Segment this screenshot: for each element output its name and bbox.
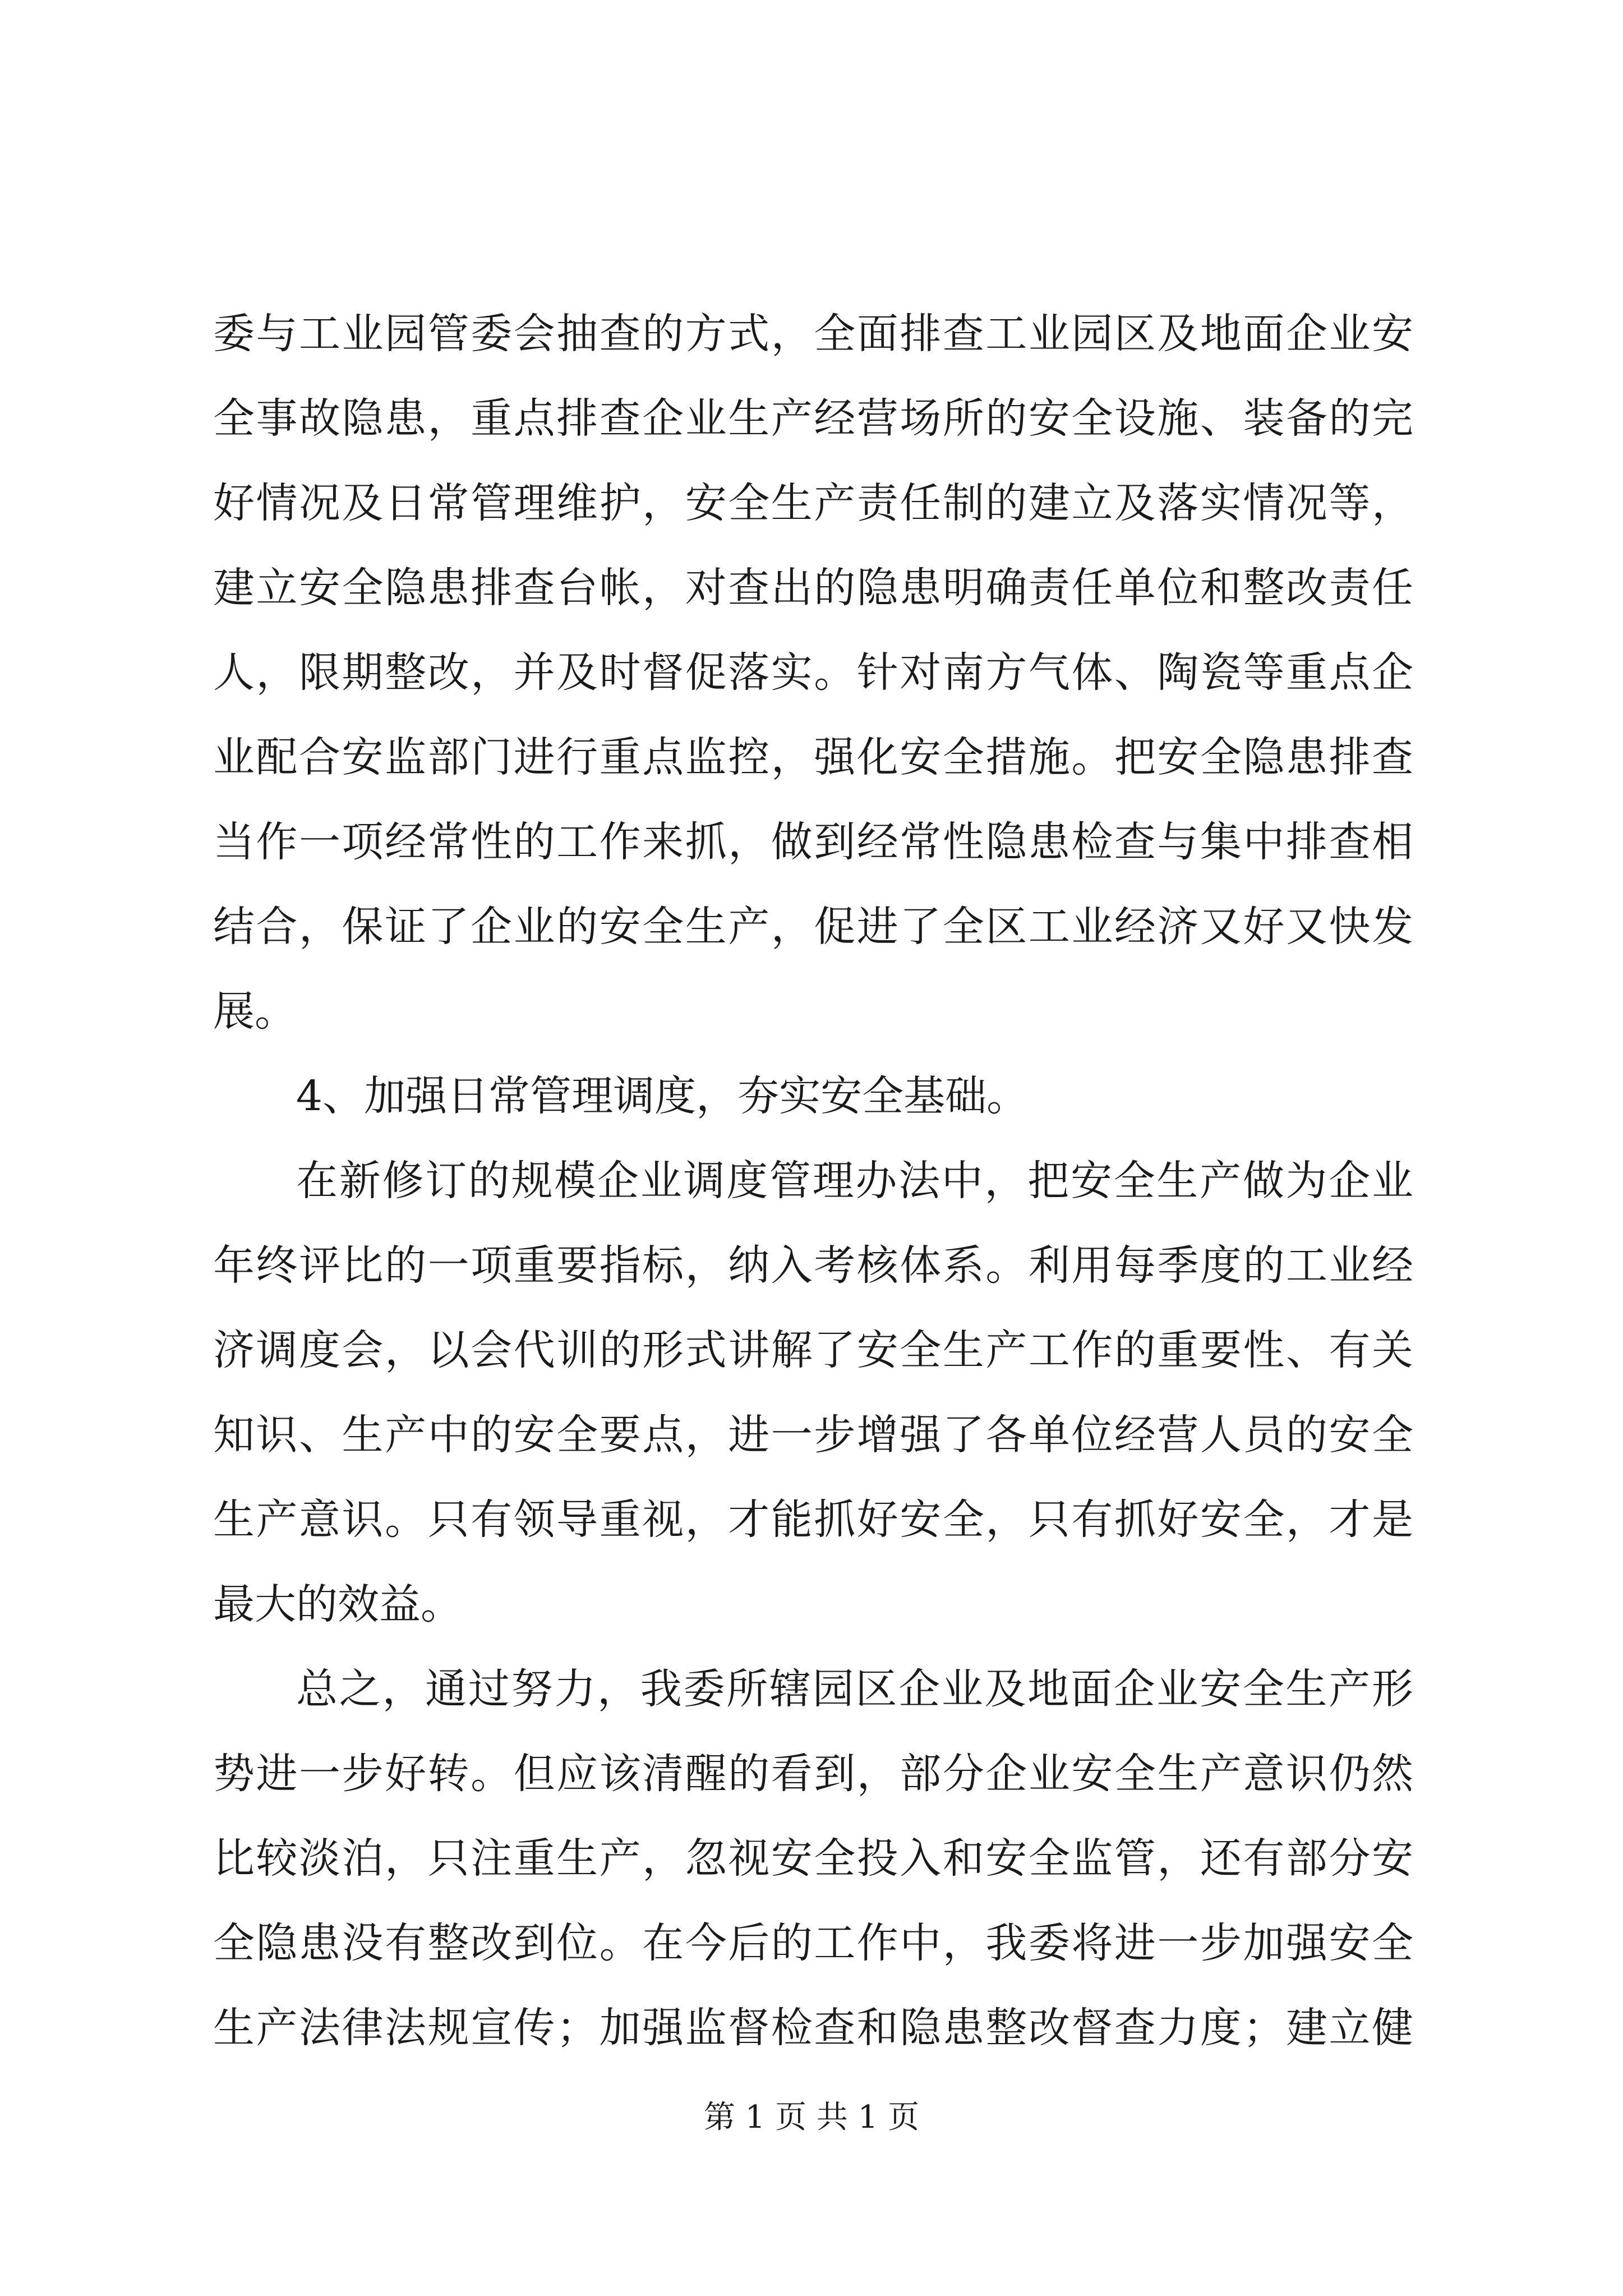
page-number-indicator: 第 1 页 共 1 页 [703,2099,920,2136]
paragraph-daily-management [213,1139,1413,1647]
section-heading-4 [213,1054,1413,1139]
paragraph-line: 全隐患没有整改到位。在今后的工作中，我委将进一步加强安全 [213,1919,1413,1967]
paragraph-line: 在新修订的规模企业调度管理办法中，把安全生产做为企业 [296,1157,1413,1205]
paragraph-line: 业配合安监部门进行重点监控，强化安全措施。把安全隐患排查 [213,733,1413,781]
paragraph-line: 生产法律法规宣传；加强监督检查和隐患整改督查力度；建立健 [213,2004,1413,2052]
document-body [213,292,1413,2070]
paragraph-line: 最大的效益。 [213,1580,462,1628]
paragraph-line: 年终评比的一项重要指标，纳入考核体系。利用每季度的工业经 [213,1241,1413,1290]
paragraph-line: 当作一项经常性的工作来抓，做到经常性隐患检查与集中排查相 [213,818,1413,866]
paragraph-line: 济调度会，以会代训的形式讲解了安全生产工作的重要性、有关 [213,1326,1413,1374]
paragraph-line: 委与工业园管委会抽查的方式，全面排查工业园区及地面企业安 [213,310,1413,358]
paragraph-line: 建立安全隐患排查台帐，对查出的隐患明确责任单位和整改责任 [213,564,1413,612]
paragraph-line: 展。 [213,987,296,1036]
paragraph-line: 知识、生产中的安全要点，进一步增强了各单位经营人员的安全 [213,1411,1413,1459]
page-footer [0,2095,1623,2140]
paragraph-line: 好情况及日常管理维护，安全生产责任制的建立及落实情况等， [213,479,1413,527]
paragraph-summary [213,1647,1413,2070]
paragraph-line: 比较淡泊，只注重生产，忽视安全投入和安全监管，还有部分安 [213,1834,1413,1883]
paragraph-line: 人，限期整改，并及时督促落实。针对南方气体、陶瓷等重点企 [213,648,1413,697]
paragraph-line: 生产意识。只有领导重视，才能抓好安全，只有抓好安全，才是 [213,1496,1413,1544]
paragraph-line: 全事故隐患，重点排查企业生产经营场所的安全设施、装备的完 [213,394,1413,443]
paragraph-line: 势进一步好转。但应该清醒的看到，部分企业安全生产意识仍然 [213,1750,1413,1798]
paragraph-safety-inspection [213,292,1413,1054]
paragraph-line: 总之，通过努力，我委所辖园区企业及地面企业安全生产形 [296,1665,1413,1713]
section-heading: 4、加强日常管理调度，夯实安全基础。 [296,1072,1029,1120]
paragraph-line: 结合，保证了企业的安全生产，促进了全区工业经济又好又快发 [213,903,1413,951]
